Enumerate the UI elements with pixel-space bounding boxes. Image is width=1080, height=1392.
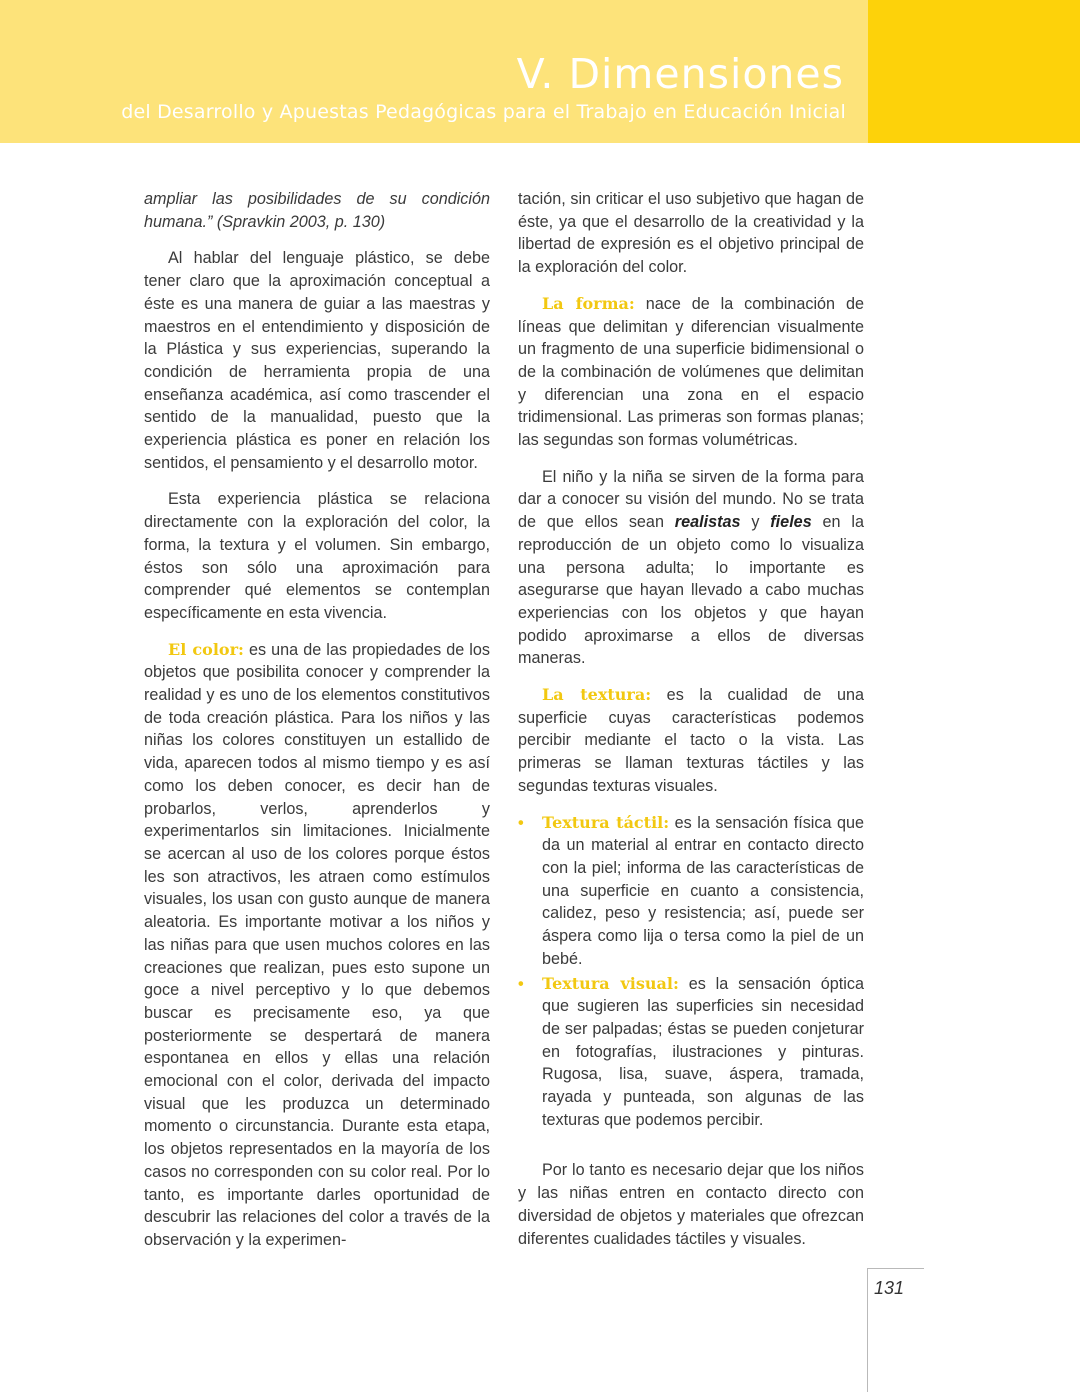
- paragraph-continuation: tación, sin criticar el uso subjetivo que hagan de éste, ya que el desarrollo de la creatividad y la libertad de expresión es el objetivo principal de la exploración del color.: [518, 190, 864, 277]
- paragraph-forma-2: [518, 466, 864, 670]
- paragraph-textura: [518, 684, 864, 798]
- chapter-subtitle: del Desarrollo y Apuestas Pedagógicas para el Trabajo en Educación Inicial: [121, 101, 846, 123]
- spacer: [518, 1145, 864, 1159]
- forma-definition: nace de la combinación de líneas que delimitan y diferencian visualmente un fragmento de una superficie bidimensional o de la combinación de volúmenes que delimitan y diferencian una zona en el espacio tridimensional. Las primeras son formas planas; las segundas son formas volumétricas.: [518, 294, 864, 450]
- textura-definition: es la cualidad de una superficie cuyas características podemos percibir mediante el tacto o la vista. Las primeras se llaman texturas táctiles y las segundas texturas visuales.: [518, 686, 864, 795]
- chapter-title: V. Dimensiones: [516, 50, 844, 98]
- bullet-icon: •: [518, 813, 524, 832]
- list-item: [518, 812, 864, 971]
- emphasis-fieles: fieles: [770, 513, 812, 532]
- text-segment: y: [740, 513, 771, 532]
- color-definition: es una de las propiedades de los objetos que posibilita conocer y comprender la realidad y es uno de los elementos constitutivos de toda creación plástica. Para los niños y las niñas los colores constituyen un estallido de vida, aparecen todos al mismo tiempo y es así como los deben conocer, es decir han de probarlos, verlos, aprenderlos y experimentarlos sin limitaciones. Inicialmente se acercan al uso de los colores porque éstos les son atractivos, les atraen como estímulos visuales, los usan con gusto aunque de manera aleatoria. Es importante motivar a los niños y las niñas para que usen muchos colores en las creaciones que realizan, pues esto supone un goce a nivel perceptivo y lo que debemos buscar es precisamente eso, ya que posteriormente se despertará de manera espontanea en ellos y ellas una relación emocional con el color, derivada del impacto visual que les produzca un determinado momento o circunstancia. Durante esta etapa, los objetos representados en la mayoría de los casos no corresponden con su color real. Por lo tanto, es importante darles oportunidad de descubrir las relaciones del color a través de la observación y la experimen-: [144, 640, 490, 1249]
- term-textura: La textura:: [542, 685, 652, 705]
- term-textura-visual: Textura visual:: [542, 973, 679, 993]
- bullet-icon: •: [518, 974, 524, 993]
- term-textura-tactil: Textura táctil:: [542, 812, 670, 832]
- page-number-box: [867, 1268, 924, 1392]
- right-column: [518, 188, 864, 1264]
- term-forma: La forma:: [542, 293, 635, 313]
- textura-visual-definition: es la sensación óptica que sugieren las superficies sin necesidad de ser palpadas; éstas se pueden conjeturar en fotografías, ilustraciones y pinturas. Rugosa, lisa, suave, áspera, tramada, rayada y punteada, son algunas de las texturas que podemos percibir.: [542, 974, 865, 1129]
- header-accent-block: [868, 0, 1080, 143]
- paragraph-color: [144, 639, 490, 1252]
- paragraph: Al hablar del lenguaje plástico, se debe tener claro que la aproximación conceptual a éste es una manera de guiar a las maestras y maestros en el entendimiento y disposición de la Plástica y sus experiencias, superando la condición de herramienta propia de una enseñanza académica, así como trascender el sentido de la manualidad, puesto que la experiencia plástica es poner en relación los sentidos, el pensamiento y el desarrollo motor.: [144, 249, 490, 472]
- paragraph: Esta experiencia plástica se relaciona directamente con la exploración del color, la forma, la textura y el volumen. Sin embargo, éstos son sólo una aproximación para comprender qué elementos se contemplan específicamente en esta vivencia.: [144, 490, 490, 622]
- emphasis-realistas: realistas: [674, 513, 741, 532]
- left-column: [144, 188, 490, 1266]
- text-segment: en la reproducción de un objeto como lo visualiza una persona adulta; lo importante es asegurarse que hayan llevado a cabo muchas experiencias con los objetos y que hayan podido aproximarse a ellos de diversas maneras.: [518, 513, 864, 668]
- page-number: 131: [874, 1278, 905, 1298]
- textura-tactil-definition: es la sensación física que da un material al entrar en contacto directo con la piel; informa de las características de una superficie en cuanto a consistencia, calidez, peso y resistencia; así, puede ser áspera como lija o tersa como la piel de un bebé.: [542, 813, 864, 968]
- paragraph-final: Por lo tanto es necesario dejar que los niños y las niñas entren en contacto directo con diversidad de objetos y materiales que ofrezcan diferentes cualidades táctiles y visuales.: [518, 1161, 864, 1248]
- texture-list: [518, 812, 864, 1132]
- text-segment: El niño y la niña se sirven de la forma para dar a conocer su visión del mundo. No se trata de que ellos sean: [518, 467, 864, 532]
- term-color: El color:: [168, 639, 244, 659]
- quote-ending: ampliar las posibilidades de su condición humana.” (Spravkin 2003, p. 130): [144, 190, 490, 231]
- paragraph-forma: [518, 293, 864, 452]
- list-item: [518, 973, 864, 1132]
